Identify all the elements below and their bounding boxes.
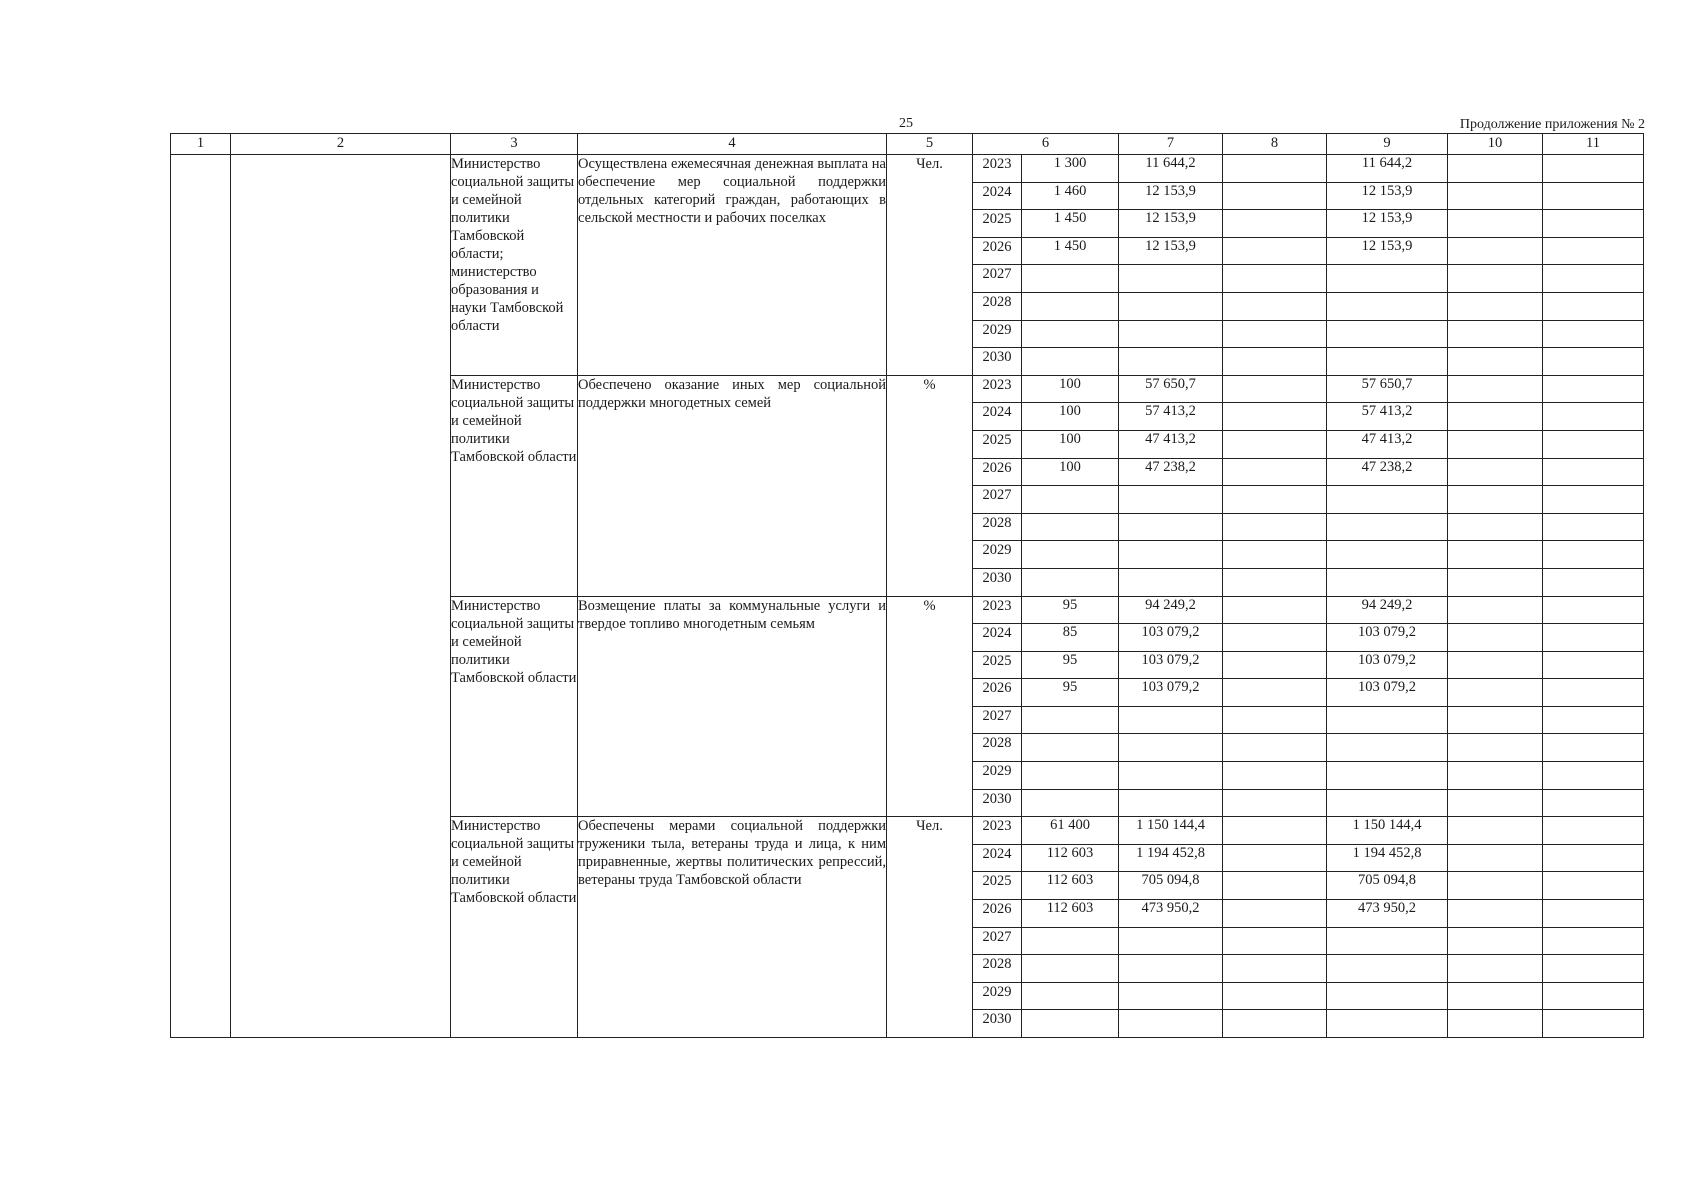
result-description-cell: Обеспечено оказание иных мер социальной поддержки многодетных семей	[578, 375, 887, 596]
table-body	[171, 155, 1644, 1038]
total-funding-cell: 94 249,2	[1119, 596, 1223, 624]
total-funding-cell: 57 413,2	[1119, 403, 1223, 431]
year-cell: 2026	[973, 237, 1022, 265]
year-cell: 2030	[973, 348, 1022, 376]
local-budget-cell	[1448, 348, 1543, 376]
year-cell: 2026	[973, 900, 1022, 928]
header-cell-1: 1	[171, 134, 231, 155]
total-funding-cell: 103 079,2	[1119, 624, 1223, 652]
local-budget-cell	[1448, 210, 1543, 238]
federal-budget-cell	[1223, 403, 1327, 431]
regional-budget-cell: 57 413,2	[1327, 403, 1448, 431]
year-cell: 2023	[973, 817, 1022, 845]
year-cell: 2023	[973, 155, 1022, 183]
year-cell: 2024	[973, 844, 1022, 872]
indicator-value-cell: 100	[1022, 430, 1119, 458]
other-sources-cell	[1543, 458, 1644, 486]
page-number: 25	[899, 116, 913, 131]
total-funding-cell: 57 650,7	[1119, 375, 1223, 403]
other-sources-cell	[1543, 430, 1644, 458]
result-description-cell: Возмещение платы за коммунальные услуги и твердое топливо многодетным семьям	[578, 596, 887, 817]
federal-budget-cell	[1223, 513, 1327, 541]
local-budget-cell	[1448, 513, 1543, 541]
indicator-value-cell: 1 450	[1022, 237, 1119, 265]
indicator-value-cell	[1022, 955, 1119, 983]
local-budget-cell	[1448, 430, 1543, 458]
other-sources-cell	[1543, 651, 1644, 679]
indicator-value-cell: 100	[1022, 458, 1119, 486]
other-sources-cell	[1543, 734, 1644, 762]
indicator-value-cell: 112 603	[1022, 872, 1119, 900]
indicator-value-cell	[1022, 513, 1119, 541]
indicator-value-cell	[1022, 265, 1119, 293]
unit-cell: Чел.	[887, 155, 973, 376]
other-sources-cell	[1543, 762, 1644, 790]
executor-cell: Министерство социальной защиты и семейной политики Тамбовской области	[451, 375, 578, 596]
other-sources-cell	[1543, 541, 1644, 569]
indicator-value-cell	[1022, 568, 1119, 596]
local-budget-cell	[1448, 651, 1543, 679]
local-budget-cell	[1448, 541, 1543, 569]
regional-budget-cell: 1 194 452,8	[1327, 844, 1448, 872]
header-cell-5: 5	[887, 134, 973, 155]
federal-budget-cell	[1223, 486, 1327, 514]
year-cell: 2028	[973, 734, 1022, 762]
local-budget-cell	[1448, 458, 1543, 486]
year-cell: 2028	[973, 513, 1022, 541]
indicator-value-cell	[1022, 348, 1119, 376]
total-funding-cell: 12 153,9	[1119, 182, 1223, 210]
other-sources-cell	[1543, 679, 1644, 707]
other-sources-cell	[1543, 982, 1644, 1010]
other-sources-cell	[1543, 486, 1644, 514]
executor-cell: Министерство социальной защиты и семейной политики Тамбовской области; министерство образования и науки Тамбовской области	[451, 155, 578, 376]
local-budget-cell	[1448, 375, 1543, 403]
local-budget-cell	[1448, 596, 1543, 624]
federal-budget-cell	[1223, 568, 1327, 596]
other-sources-cell	[1543, 955, 1644, 983]
regional-budget-cell: 103 079,2	[1327, 651, 1448, 679]
federal-budget-cell	[1223, 265, 1327, 293]
total-funding-cell	[1119, 265, 1223, 293]
header-cell-11: 11	[1543, 134, 1644, 155]
indicator-value-cell	[1022, 320, 1119, 348]
year-cell: 2027	[973, 265, 1022, 293]
total-funding-cell: 1 150 144,4	[1119, 817, 1223, 845]
year-cell: 2029	[973, 320, 1022, 348]
other-sources-cell	[1543, 596, 1644, 624]
year-cell: 2029	[973, 982, 1022, 1010]
regional-budget-cell: 12 153,9	[1327, 237, 1448, 265]
year-cell: 2029	[973, 541, 1022, 569]
year-cell: 2026	[973, 679, 1022, 707]
regional-budget-cell	[1327, 348, 1448, 376]
year-cell: 2025	[973, 430, 1022, 458]
local-budget-cell	[1448, 320, 1543, 348]
header-row	[171, 134, 1644, 155]
other-sources-cell	[1543, 872, 1644, 900]
indicator-value-cell	[1022, 486, 1119, 514]
year-cell: 2026	[973, 458, 1022, 486]
total-funding-cell	[1119, 762, 1223, 790]
year-cell: 2024	[973, 624, 1022, 652]
regional-budget-cell: 57 650,7	[1327, 375, 1448, 403]
local-budget-cell	[1448, 955, 1543, 983]
total-funding-cell: 1 194 452,8	[1119, 844, 1223, 872]
header-cell-9: 9	[1327, 134, 1448, 155]
regional-budget-cell: 1 150 144,4	[1327, 817, 1448, 845]
indicator-value-cell: 95	[1022, 596, 1119, 624]
local-budget-cell	[1448, 789, 1543, 817]
total-funding-cell: 11 644,2	[1119, 155, 1223, 183]
local-budget-cell	[1448, 155, 1543, 183]
header-cell-2: 2	[231, 134, 451, 155]
regional-budget-cell	[1327, 706, 1448, 734]
local-budget-cell	[1448, 872, 1543, 900]
federal-budget-cell	[1223, 789, 1327, 817]
regional-budget-cell	[1327, 292, 1448, 320]
local-budget-cell	[1448, 706, 1543, 734]
indicator-value-cell: 85	[1022, 624, 1119, 652]
other-sources-cell	[1543, 403, 1644, 431]
regional-budget-cell	[1327, 568, 1448, 596]
total-funding-cell	[1119, 486, 1223, 514]
indicator-value-cell: 1 460	[1022, 182, 1119, 210]
federal-budget-cell	[1223, 155, 1327, 183]
federal-budget-cell	[1223, 762, 1327, 790]
year-cell: 2028	[973, 955, 1022, 983]
year-cell: 2024	[973, 182, 1022, 210]
federal-budget-cell	[1223, 982, 1327, 1010]
total-funding-cell: 12 153,9	[1119, 210, 1223, 238]
header-cell-3: 3	[451, 134, 578, 155]
local-budget-cell	[1448, 624, 1543, 652]
federal-budget-cell	[1223, 210, 1327, 238]
total-funding-cell	[1119, 568, 1223, 596]
local-budget-cell	[1448, 734, 1543, 762]
other-sources-cell	[1543, 348, 1644, 376]
indicator-value-cell: 100	[1022, 403, 1119, 431]
indicator-value-cell: 112 603	[1022, 900, 1119, 928]
indicator-value-cell	[1022, 292, 1119, 320]
federal-budget-cell	[1223, 927, 1327, 955]
federal-budget-cell	[1223, 734, 1327, 762]
other-sources-cell	[1543, 155, 1644, 183]
other-sources-cell	[1543, 292, 1644, 320]
regional-budget-cell	[1327, 541, 1448, 569]
regional-budget-cell	[1327, 734, 1448, 762]
local-budget-cell	[1448, 182, 1543, 210]
total-funding-cell	[1119, 348, 1223, 376]
header-cell-6: 6	[973, 134, 1119, 155]
result-description-cell: Обеспечены мерами социальной поддержки труженики тыла, ветераны труда и лица, к ним приравненные, жертвы политических репрессий, ветераны труда Тамбовской области	[578, 817, 887, 1038]
federal-budget-cell	[1223, 458, 1327, 486]
total-funding-cell	[1119, 292, 1223, 320]
total-funding-cell	[1119, 513, 1223, 541]
federal-budget-cell	[1223, 817, 1327, 845]
year-cell: 2023	[973, 596, 1022, 624]
indicator-value-cell	[1022, 982, 1119, 1010]
federal-budget-cell	[1223, 375, 1327, 403]
indicator-value-cell: 100	[1022, 375, 1119, 403]
year-cell: 2024	[973, 403, 1022, 431]
year-cell: 2025	[973, 210, 1022, 238]
local-budget-cell	[1448, 237, 1543, 265]
indicator-value-cell: 1 450	[1022, 210, 1119, 238]
regional-budget-cell	[1327, 927, 1448, 955]
header-cell-7: 7	[1119, 134, 1223, 155]
federal-budget-cell	[1223, 900, 1327, 928]
year-cell: 2027	[973, 927, 1022, 955]
appendix-table	[170, 133, 1644, 1038]
total-funding-cell: 47 238,2	[1119, 458, 1223, 486]
regional-budget-cell: 11 644,2	[1327, 155, 1448, 183]
other-sources-cell	[1543, 1010, 1644, 1038]
total-funding-cell	[1119, 541, 1223, 569]
other-sources-cell	[1543, 900, 1644, 928]
regional-budget-cell	[1327, 320, 1448, 348]
indicator-value-cell	[1022, 762, 1119, 790]
col1-cell	[171, 155, 231, 1038]
local-budget-cell	[1448, 762, 1543, 790]
indicator-value-cell	[1022, 927, 1119, 955]
total-funding-cell	[1119, 927, 1223, 955]
total-funding-cell	[1119, 320, 1223, 348]
year-cell: 2027	[973, 706, 1022, 734]
total-funding-cell	[1119, 734, 1223, 762]
local-budget-cell	[1448, 403, 1543, 431]
local-budget-cell	[1448, 927, 1543, 955]
regional-budget-cell: 473 950,2	[1327, 900, 1448, 928]
year-cell: 2023	[973, 375, 1022, 403]
indicator-value-cell: 1 300	[1022, 155, 1119, 183]
year-cell: 2025	[973, 651, 1022, 679]
local-budget-cell	[1448, 900, 1543, 928]
federal-budget-cell	[1223, 955, 1327, 983]
local-budget-cell	[1448, 568, 1543, 596]
other-sources-cell	[1543, 182, 1644, 210]
regional-budget-cell: 12 153,9	[1327, 210, 1448, 238]
total-funding-cell: 47 413,2	[1119, 430, 1223, 458]
local-budget-cell	[1448, 844, 1543, 872]
year-cell: 2030	[973, 789, 1022, 817]
indicator-value-cell: 95	[1022, 679, 1119, 707]
local-budget-cell	[1448, 982, 1543, 1010]
total-funding-cell	[1119, 982, 1223, 1010]
unit-cell: Чел.	[887, 817, 973, 1038]
total-funding-cell	[1119, 1010, 1223, 1038]
local-budget-cell	[1448, 486, 1543, 514]
total-funding-cell	[1119, 955, 1223, 983]
result-description-cell: Осуществлена ежемесячная денежная выплата на обеспечение мер социальной поддержки отдельных категорий граждан, работающих в сельской местности и рабочих поселках	[578, 155, 887, 376]
other-sources-cell	[1543, 817, 1644, 845]
total-funding-cell	[1119, 706, 1223, 734]
regional-budget-cell: 705 094,8	[1327, 872, 1448, 900]
regional-budget-cell	[1327, 486, 1448, 514]
other-sources-cell	[1543, 927, 1644, 955]
year-cell: 2025	[973, 872, 1022, 900]
other-sources-cell	[1543, 320, 1644, 348]
federal-budget-cell	[1223, 430, 1327, 458]
executor-cell: Министерство социальной защиты и семейной политики Тамбовской области	[451, 596, 578, 817]
other-sources-cell	[1543, 844, 1644, 872]
local-budget-cell	[1448, 292, 1543, 320]
local-budget-cell	[1448, 265, 1543, 293]
total-funding-cell: 12 153,9	[1119, 237, 1223, 265]
other-sources-cell	[1543, 375, 1644, 403]
total-funding-cell: 473 950,2	[1119, 900, 1223, 928]
unit-cell: %	[887, 375, 973, 596]
local-budget-cell	[1448, 1010, 1543, 1038]
regional-budget-cell	[1327, 789, 1448, 817]
other-sources-cell	[1543, 210, 1644, 238]
federal-budget-cell	[1223, 541, 1327, 569]
regional-budget-cell: 103 079,2	[1327, 624, 1448, 652]
total-funding-cell: 103 079,2	[1119, 679, 1223, 707]
federal-budget-cell	[1223, 320, 1327, 348]
regional-budget-cell	[1327, 265, 1448, 293]
federal-budget-cell	[1223, 706, 1327, 734]
regional-budget-cell	[1327, 762, 1448, 790]
year-cell: 2027	[973, 486, 1022, 514]
year-cell: 2030	[973, 568, 1022, 596]
other-sources-cell	[1543, 706, 1644, 734]
header-cell-10: 10	[1448, 134, 1543, 155]
continuation-label: Продолжение приложения № 2	[1459, 117, 1645, 132]
regional-budget-cell: 12 153,9	[1327, 182, 1448, 210]
local-budget-cell	[1448, 679, 1543, 707]
regional-budget-cell	[1327, 955, 1448, 983]
total-funding-cell: 103 079,2	[1119, 651, 1223, 679]
federal-budget-cell	[1223, 292, 1327, 320]
header-cell-8: 8	[1223, 134, 1327, 155]
total-funding-cell: 705 094,8	[1119, 872, 1223, 900]
regional-budget-cell: 103 079,2	[1327, 679, 1448, 707]
regional-budget-cell	[1327, 513, 1448, 541]
indicator-value-cell: 112 603	[1022, 844, 1119, 872]
indicator-value-cell	[1022, 706, 1119, 734]
other-sources-cell	[1543, 237, 1644, 265]
other-sources-cell	[1543, 624, 1644, 652]
federal-budget-cell	[1223, 182, 1327, 210]
year-cell: 2029	[973, 762, 1022, 790]
regional-budget-cell: 94 249,2	[1327, 596, 1448, 624]
regional-budget-cell	[1327, 982, 1448, 1010]
regional-budget-cell: 47 238,2	[1327, 458, 1448, 486]
federal-budget-cell	[1223, 348, 1327, 376]
executor-cell: Министерство социальной защиты и семейной политики Тамбовской области	[451, 817, 578, 1038]
federal-budget-cell	[1223, 651, 1327, 679]
table-row	[171, 155, 1644, 183]
other-sources-cell	[1543, 265, 1644, 293]
col2-cell	[231, 155, 451, 1038]
indicator-value-cell	[1022, 1010, 1119, 1038]
indicator-value-cell: 95	[1022, 651, 1119, 679]
indicator-value-cell	[1022, 789, 1119, 817]
federal-budget-cell	[1223, 1010, 1327, 1038]
federal-budget-cell	[1223, 679, 1327, 707]
total-funding-cell	[1119, 789, 1223, 817]
header-cell-4: 4	[578, 134, 887, 155]
other-sources-cell	[1543, 789, 1644, 817]
local-budget-cell	[1448, 817, 1543, 845]
regional-budget-cell: 47 413,2	[1327, 430, 1448, 458]
federal-budget-cell	[1223, 872, 1327, 900]
federal-budget-cell	[1223, 624, 1327, 652]
year-cell: 2028	[973, 292, 1022, 320]
federal-budget-cell	[1223, 844, 1327, 872]
indicator-value-cell	[1022, 734, 1119, 762]
year-cell: 2030	[973, 1010, 1022, 1038]
indicator-value-cell	[1022, 541, 1119, 569]
unit-cell: %	[887, 596, 973, 817]
regional-budget-cell	[1327, 1010, 1448, 1038]
federal-budget-cell	[1223, 237, 1327, 265]
federal-budget-cell	[1223, 596, 1327, 624]
other-sources-cell	[1543, 568, 1644, 596]
other-sources-cell	[1543, 513, 1644, 541]
indicator-value-cell: 61 400	[1022, 817, 1119, 845]
